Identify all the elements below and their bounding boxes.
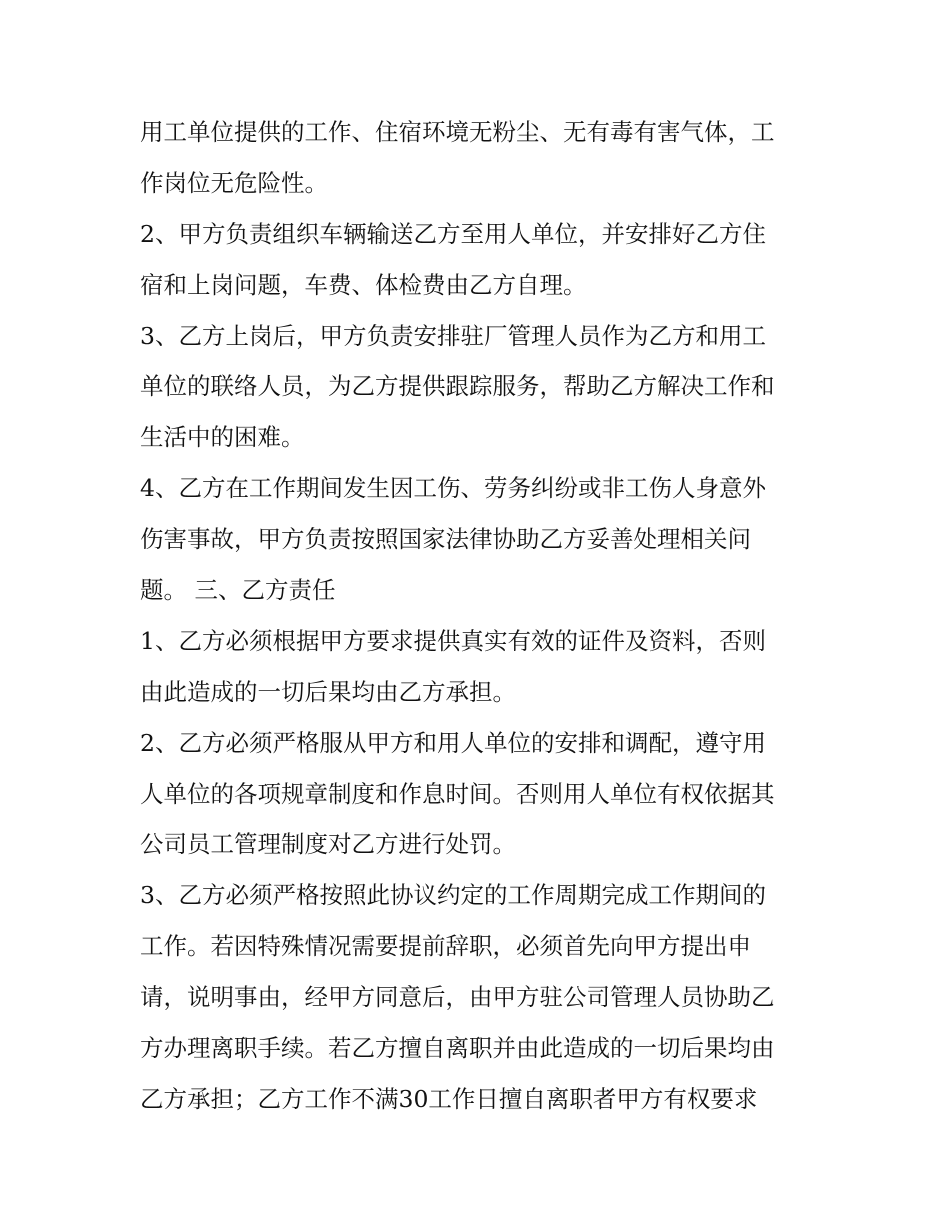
text-line-7: 生活中的困难。 <box>140 423 305 452</box>
text-line-12: 由此造成的一切后果均由乙方承担。 <box>140 677 516 706</box>
text-line-15: 公司员工管理制度对乙方进行处罚。 <box>140 830 516 859</box>
text-line-19: 方办理离职手续。若乙方擅自离职并由此造成的一切后果均由 <box>140 1034 775 1063</box>
text-line-14: 人单位的各项规章制度和作息时间。否则用人单位有权依据其 <box>140 779 775 808</box>
text-line-20: 乙方承担；乙方工作不满30工作日擅自离职者甲方有权要求 <box>140 1084 758 1113</box>
text-line-17: 工作。若因特殊情况需要提前辞职，必须首先向甲方提出申 <box>140 932 751 961</box>
text-line-8: 4、乙方在工作期间发生因工伤、劳务纠纷或非工伤人身意外 <box>140 474 766 503</box>
text-line-1: 用工单位提供的工作、住宿环境无粉尘、无有毒有害气体，工 <box>140 118 775 146</box>
text-line-10: 题。 三、乙方责任 <box>140 576 336 605</box>
text-line-2: 作岗位无危险性。 <box>140 168 328 197</box>
text-line-3: 2、甲方负责组织车辆输送乙方至用人单位，并安排好乙方住 <box>140 219 766 248</box>
text-line-11: 1、乙方必须根据甲方要求提供真实有效的证件及资料，否则 <box>140 626 766 655</box>
text-line-5: 3、乙方上岗后，甲方负责安排驻厂管理人员作为乙方和用工 <box>140 321 766 350</box>
text-line-6: 单位的联络人员，为乙方提供跟踪服务，帮助乙方解决工作和 <box>140 372 775 401</box>
document-body <box>140 107 820 1125</box>
text-line-18: 请，说明事由，经甲方同意后，由甲方驻公司管理人员协助乙 <box>140 983 775 1012</box>
text-line-4: 宿和上岗问题，车费、体检费由乙方自理。 <box>140 270 587 299</box>
text-line-16: 3、乙方必须严格按照此协议约定的工作周期完成工作期间的 <box>140 881 766 910</box>
text-line-13: 2、乙方必须严格服从甲方和用人单位的安排和调配，遵守用 <box>140 728 766 757</box>
text-line-9: 伤害事故，甲方负责按照国家法律协助乙方妥善处理相关问 <box>140 525 751 554</box>
